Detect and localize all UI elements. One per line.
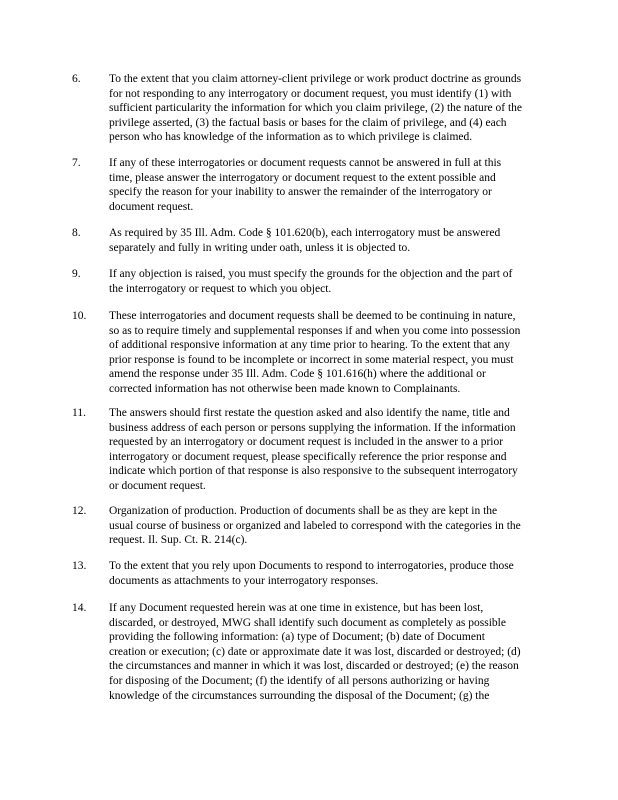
item-number: 9. xyxy=(72,268,81,280)
item-text xyxy=(109,504,595,548)
text-line: To the extent that you rely upon Documents to respond to interrogatories, produce those xyxy=(109,560,514,572)
item-text xyxy=(109,226,595,255)
text-line: providing the following information: (a) type of Document; (b) date of Document xyxy=(109,631,485,644)
text-line: knowledge of the circumstances surrounding the disposal of the Document; (g) the xyxy=(109,689,490,702)
text-line: for disposing of the Document; (f) the identify of all persons authorizing or having xyxy=(109,674,490,687)
text-line: privilege asserted, (3) the factual basis or bases for the claim of privilege, and (4) each xyxy=(109,116,507,129)
text-line: amend the response under 35 Ill. Adm. Code § 101.616(h) where the additional or xyxy=(109,368,486,381)
text-line: As required by 35 Ill. Adm. Code § 101.620(b), each interrogatory must be answered xyxy=(109,227,501,239)
item-number: 14. xyxy=(72,602,87,614)
text-line: prior response is found to be incomplete or incorrect in some material respect, you must xyxy=(109,353,514,366)
text-line: If any objection is raised, you must specify the grounds for the objection and the part of xyxy=(109,268,513,280)
item-text xyxy=(109,309,595,397)
item-number: 12. xyxy=(72,505,87,517)
item-text xyxy=(109,601,595,703)
text-line: person who has knowledge of the information as to which privilege is claimed. xyxy=(109,131,473,144)
text-line: usual course of business or organized and labeled to correspond with the categories in the xyxy=(109,519,521,532)
text-line: creation or execution; (c) date or approximate date it was lost, discarded or destroyed; (d) xyxy=(109,645,521,658)
text-line: document request. xyxy=(109,200,194,213)
text-line: To the extent that you claim attorney-client privilege or work product doctrine as grounds xyxy=(109,73,522,85)
item-text xyxy=(109,156,595,214)
text-line: of additional responsive information at any time prior to hearing. To the extent that any xyxy=(109,339,511,352)
item-number: 13. xyxy=(72,560,87,572)
item-text xyxy=(109,559,595,588)
text-line: The answers should first restate the question asked and also identify the name, title and xyxy=(109,407,510,419)
text-line: If any Document requested herein was at one time in existence, but has been lost, xyxy=(109,602,484,614)
text-line: Organization of production. Production of documents shall be as they are kept in the xyxy=(109,505,498,517)
text-line: interrogatory or document request, please specifically reference the prior response and xyxy=(109,450,507,463)
text-line: separately and fully in writing under oath, unless it is objected to. xyxy=(109,241,411,254)
item-number: 6. xyxy=(72,73,81,85)
text-line: If any of these interrogatories or document requests cannot be answered in full at this xyxy=(109,157,502,169)
text-line: discarded, or destroyed, MWG shall identify such document as completely as possible xyxy=(109,616,506,629)
item-text xyxy=(109,406,595,494)
text-line: or document request. xyxy=(109,479,206,492)
item-text xyxy=(109,72,595,145)
text-line: the interrogatory or request to which you object. xyxy=(109,282,332,295)
text-line: request. Il. Sup. Ct. R. 214(c). xyxy=(109,534,248,547)
item-number: 7. xyxy=(72,157,81,169)
text-line: specify the reason for your inability to answer the remainder of the interrogatory or xyxy=(109,186,492,199)
item-text xyxy=(109,267,595,296)
item-number: 11. xyxy=(72,407,86,419)
text-line: requested by an interrogatory or document request is included in the answer to a prior xyxy=(109,436,504,449)
item-number: 10. xyxy=(72,310,87,322)
text-line: These interrogatories and document requests shall be deemed to be continuing in nature, xyxy=(109,310,516,322)
text-line: the circumstances and manner in which it was lost, discarded or destroyed; (e) the reason xyxy=(109,660,519,673)
text-line: for not responding to any interrogatory or document request, you must identify (1) with xyxy=(109,87,512,100)
text-line: business address of each person or persons supplying the information. If the information xyxy=(109,421,516,434)
text-line: time, please answer the interrogatory or document request to the extent possible and xyxy=(109,171,496,184)
text-line: corrected information has not otherwise been made known to Complainants. xyxy=(109,382,461,395)
item-number: 8. xyxy=(72,227,81,239)
text-line: documents as attachments to your interrogatory responses. xyxy=(109,574,379,587)
text-line: sufficient particularity the information for which you claim privilege, (2) the nature of the xyxy=(109,102,523,115)
text-line: so as to require timely and supplemental responses if and when you come into possession xyxy=(109,324,521,337)
text-line: indicate which portion of that response is also responsive to the subsequent interrogatory xyxy=(109,465,518,478)
